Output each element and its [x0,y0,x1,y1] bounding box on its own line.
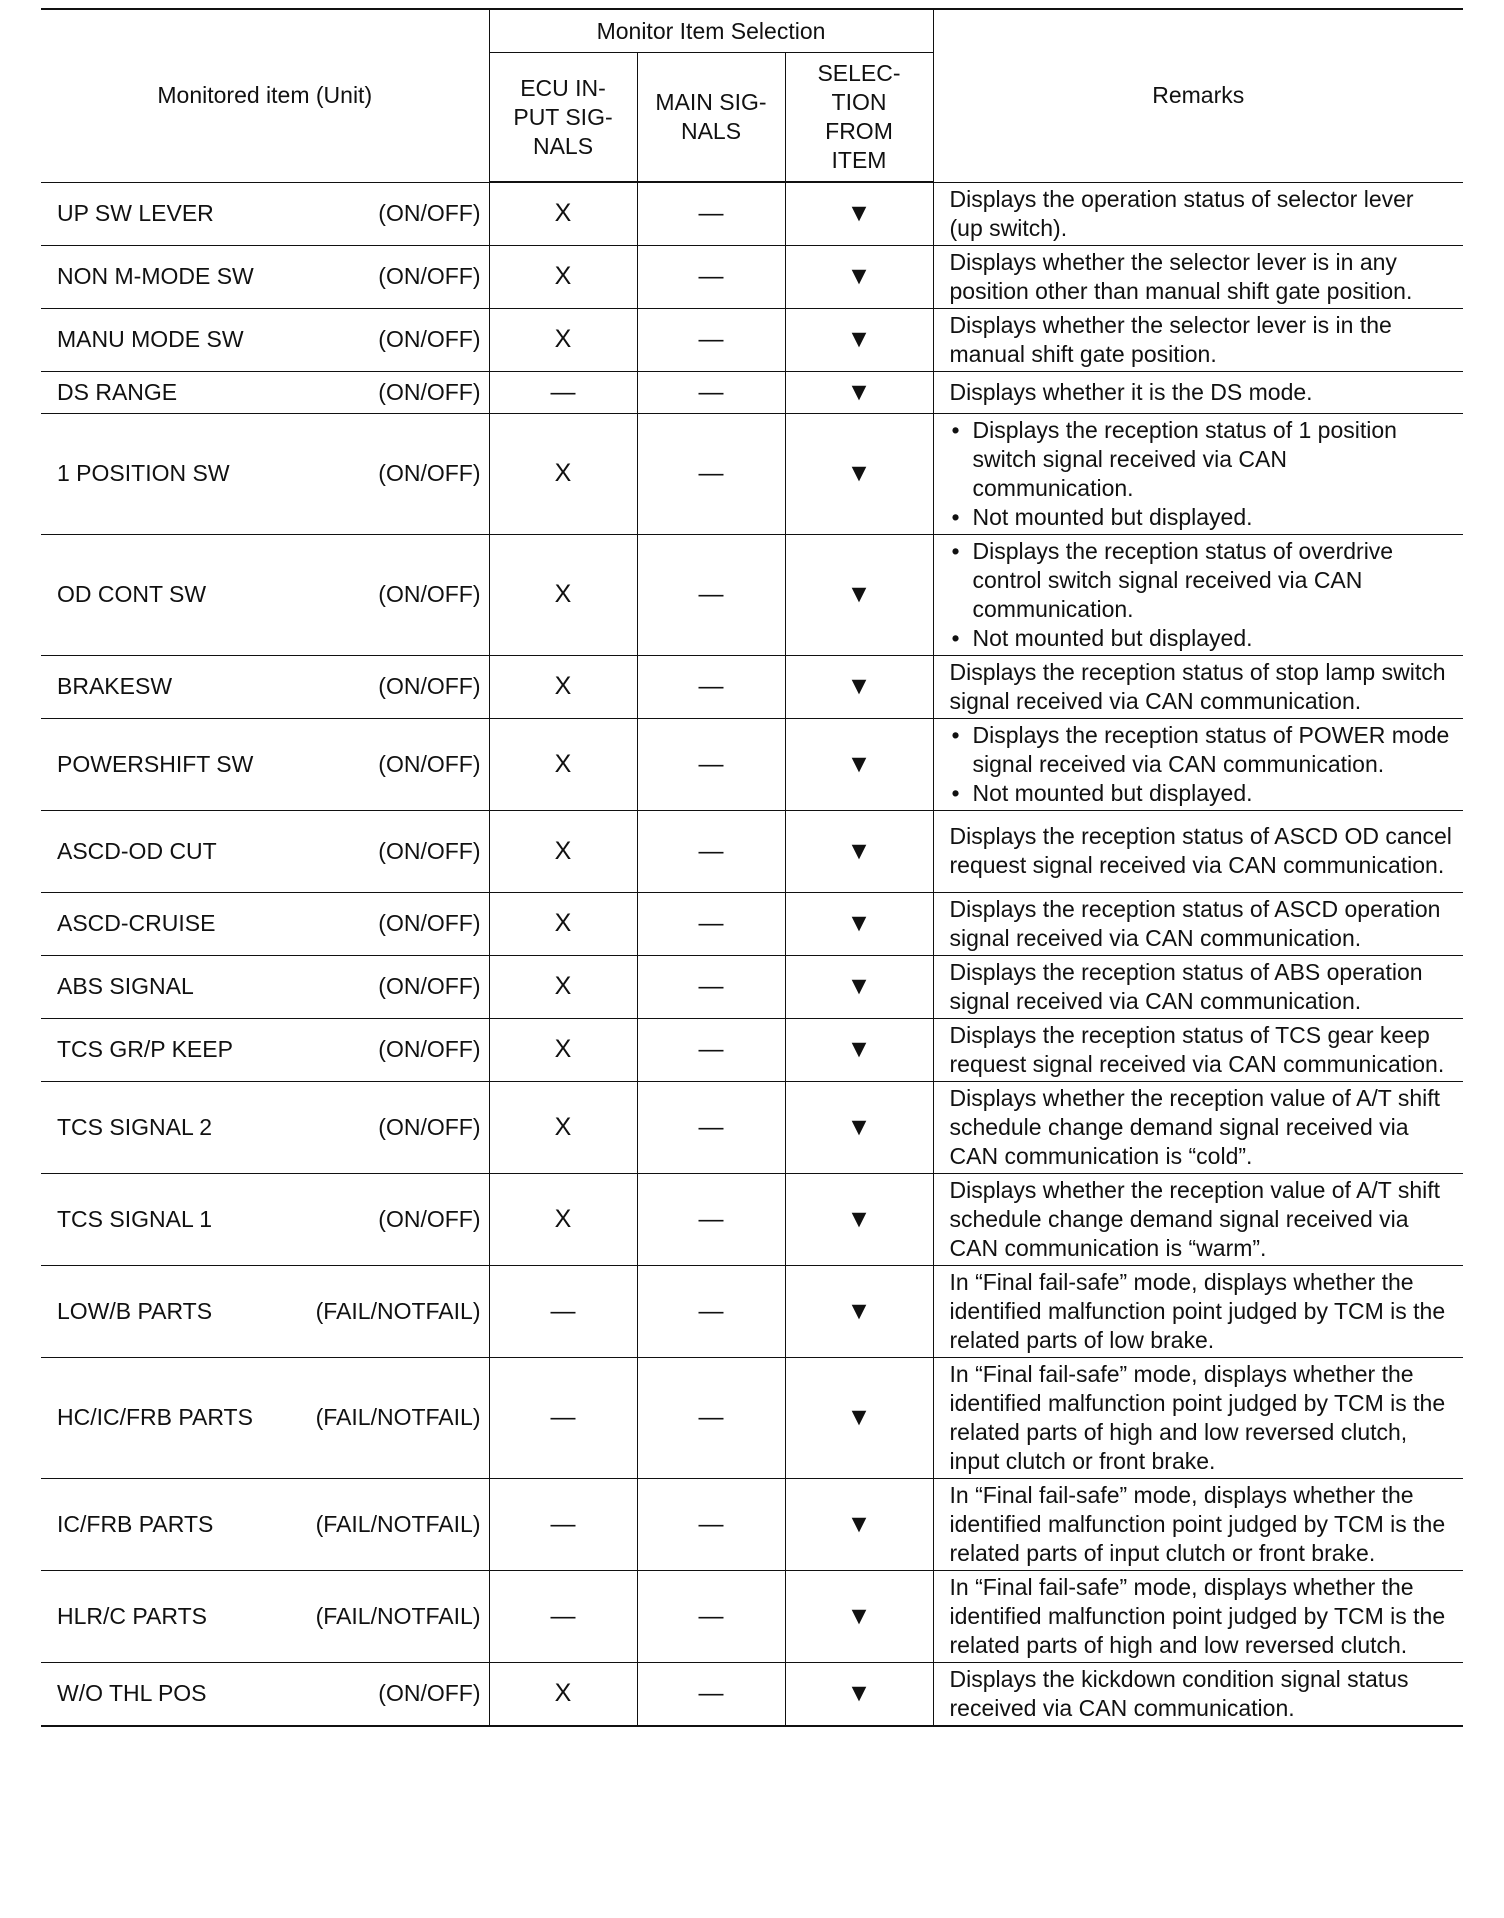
item-name: HLR/C PARTS [57,1602,207,1629]
selection-cell: ▼ [785,245,933,308]
remarks-text: Displays the reception status of ASCD operation signal received via CAN communication. [949,895,1441,951]
header-main-signals: MAIN SIG- NALS [637,53,785,183]
remarks-cell [933,718,1463,810]
monitored-item-cell [41,655,489,718]
item-unit: (ON/OFF) [378,326,481,352]
remarks-cell [933,1081,1463,1173]
remarks-text: Displays whether it is the DS mode. [949,378,1313,405]
monitored-item-cell [41,1018,489,1081]
monitored-item-cell [41,1570,489,1662]
ecu-input-cell: X [489,308,637,371]
item-unit: (ON/OFF) [378,200,481,226]
selection-cell: ▼ [785,1662,933,1726]
monitored-item-cell [41,1357,489,1478]
ecu-input-cell: — [489,1265,637,1357]
item-name: OD CONT SW [57,581,207,607]
monitored-item-cell [41,718,489,810]
remarks-cell [933,182,1463,245]
table-row [41,1478,1463,1570]
remarks-cell [933,413,1463,534]
remarks-bullet: • Displays the reception status of overdrive control switch signal received via CAN communication. [950,537,1454,624]
item-unit: (ON/OFF) [378,910,481,936]
item-unit: (ON/OFF) [378,581,481,607]
remarks-bullet: • Not mounted but displayed. [950,624,1454,653]
selection-cell: ▼ [785,1265,933,1357]
ecu-input-cell: X [489,245,637,308]
remarks-bullet-list [950,537,1454,653]
table-row [41,1018,1463,1081]
remarks-bullet: • Displays the reception status of 1 position switch signal received via CAN communication. [950,416,1454,503]
main-signals-cell: — [637,955,785,1018]
selection-cell: ▼ [785,371,933,413]
main-signals-cell: — [637,1357,785,1478]
item-name: MANU MODE SW [57,326,244,352]
remarks-cell [933,1478,1463,1570]
monitored-item-cell [41,1265,489,1357]
selection-cell: ▼ [785,534,933,655]
remarks-text: In “Final fail-safe” mode, displays whether the identified malfunction point judged by TCM is the related parts of high and low reversed clutch, input clutch or front brake. [949,1360,1446,1474]
ecu-input-cell: — [489,1478,637,1570]
table-row [41,718,1463,810]
main-signals-cell: — [637,308,785,371]
header-remarks: Remarks [933,9,1463,182]
table-row [41,1265,1463,1357]
ecu-input-cell: — [489,371,637,413]
item-unit: (ON/OFF) [378,1680,481,1706]
monitored-item-cell [41,245,489,308]
table-row [41,371,1463,413]
monitored-item-cell [41,534,489,655]
ecu-input-cell: — [489,1570,637,1662]
item-unit: (FAIL/NOTFAIL) [315,1510,481,1537]
item-name: NON M-MODE SW [57,263,254,289]
remarks-text: Displays whether the selector lever is in any position other than manual shift gate position. [949,248,1413,304]
remarks-text: Displays whether the reception value of A/T shift schedule change demand signal received via CAN communication is “cold”. [949,1084,1441,1169]
table-row [41,892,1463,955]
item-unit: (ON/OFF) [378,263,481,289]
main-signals-cell: — [637,892,785,955]
selection-cell: ▼ [785,182,933,245]
item-name: UP SW LEVER [57,200,214,226]
main-signals-cell: — [637,245,785,308]
selection-cell: ▼ [785,1357,933,1478]
remarks-text: Displays the reception status of ASCD OD cancel request signal received via CAN communication. [949,823,1452,878]
monitored-item-cell [41,1478,489,1570]
remarks-text: In “Final fail-safe” mode, displays whether the identified malfunction point judged by TCM is the related parts of high and low reversed clutch. [949,1573,1446,1658]
item-name: LOW/B PARTS [57,1297,213,1324]
item-name: ASCD-CRUISE [57,910,216,936]
ecu-input-cell: X [489,1081,637,1173]
remarks-bullet: • Not mounted but displayed. [950,503,1454,532]
table-row [41,1662,1463,1726]
main-signals-cell: — [637,1265,785,1357]
remarks-text: Displays the reception status of ABS operation signal received via CAN communication. [949,958,1423,1014]
remarks-cell [933,1357,1463,1478]
monitored-item-cell [41,1662,489,1726]
ecu-input-cell: X [489,1173,637,1265]
main-signals-cell: — [637,1662,785,1726]
table-row [41,1081,1463,1173]
remarks-bullet: • Displays the reception status of POWER mode signal received via CAN communication. [950,721,1454,779]
header-monitor-item-selection: Monitor Item Selection [489,9,933,53]
item-name: TCS GR/P KEEP [57,1036,233,1062]
table-row [41,413,1463,534]
remarks-cell [933,245,1463,308]
selection-cell: ▼ [785,655,933,718]
remarks-cell [933,892,1463,955]
item-name: POWERSHIFT SW [57,750,254,777]
remarks-text: Displays whether the reception value of A/T shift schedule change demand signal received via CAN communication is “warm”. [949,1176,1441,1261]
selection-cell: ▼ [785,810,933,892]
ecu-input-cell: X [489,955,637,1018]
item-unit: (ON/OFF) [378,1113,481,1140]
monitored-item-cell [41,955,489,1018]
table-row [41,1570,1463,1662]
item-unit: (ON/OFF) [378,973,481,999]
table-row [41,534,1463,655]
item-unit: (ON/OFF) [378,378,481,405]
table-row [41,245,1463,308]
ecu-input-cell: X [489,182,637,245]
remarks-cell [933,1173,1463,1265]
ecu-input-cell: X [489,534,637,655]
table-body [41,182,1463,1726]
selection-cell: ▼ [785,1570,933,1662]
item-unit: (ON/OFF) [378,750,481,777]
remarks-cell [933,955,1463,1018]
main-signals-cell: — [637,810,785,892]
item-name: 1 POSITION SW [57,460,230,486]
monitor-item-table [41,8,1463,1727]
item-unit: (FAIL/NOTFAIL) [315,1602,481,1629]
item-name: W/O THL POS [57,1680,207,1706]
item-name: DS RANGE [57,378,178,405]
main-signals-cell: — [637,718,785,810]
header-ecu-input-signals: ECU IN- PUT SIG- NALS [489,53,637,183]
monitored-item-cell [41,1081,489,1173]
table-row [41,955,1463,1018]
item-name: IC/FRB PARTS [57,1510,214,1537]
ecu-input-cell: X [489,1662,637,1726]
selection-cell: ▼ [785,1018,933,1081]
item-unit: (ON/OFF) [378,1036,481,1062]
remarks-cell [933,1018,1463,1081]
item-name: ABS SIGNAL [57,973,194,999]
ecu-input-cell: X [489,655,637,718]
remarks-cell [933,1570,1463,1662]
table-row [41,182,1463,245]
item-name: TCS SIGNAL 2 [57,1113,213,1140]
item-unit: (ON/OFF) [378,1205,481,1232]
remarks-bullet: • Not mounted but displayed. [950,779,1454,808]
monitored-item-cell [41,182,489,245]
table-row [41,1357,1463,1478]
header-monitored-item: Monitored item (Unit) [41,9,489,182]
ecu-input-cell: X [489,892,637,955]
remarks-text: Displays the kickdown condition signal status received via CAN communication. [949,1665,1409,1721]
ecu-input-cell: X [489,718,637,810]
remarks-cell [933,1265,1463,1357]
remarks-text: In “Final fail-safe” mode, displays whether the identified malfunction point judged by TCM is the related parts of input clutch or front brake. [949,1481,1446,1566]
main-signals-cell: — [637,1478,785,1570]
remarks-text: Displays whether the selector lever is in the manual shift gate position. [949,311,1392,367]
main-signals-cell: — [637,1081,785,1173]
remarks-text: Displays the operation status of selector lever (up switch). [949,185,1414,241]
selection-cell: ▼ [785,892,933,955]
item-unit: (FAIL/NOTFAIL) [315,1404,481,1430]
ecu-input-cell: X [489,810,637,892]
remarks-cell [933,1662,1463,1726]
monitored-item-cell [41,892,489,955]
table-row [41,655,1463,718]
selection-cell: ▼ [785,1081,933,1173]
table-row [41,810,1463,892]
main-signals-cell: — [637,182,785,245]
remarks-cell [933,308,1463,371]
selection-cell: ▼ [785,955,933,1018]
selection-cell: ▼ [785,413,933,534]
remarks-cell [933,534,1463,655]
main-signals-cell: — [637,413,785,534]
table-row [41,308,1463,371]
main-signals-cell: — [637,1570,785,1662]
monitored-item-cell [41,413,489,534]
remarks-cell [933,810,1463,892]
main-signals-cell: — [637,1173,785,1265]
main-signals-cell: — [637,534,785,655]
monitored-item-cell [41,308,489,371]
item-name: BRAKESW [57,673,173,699]
main-signals-cell: — [637,1018,785,1081]
monitored-item-cell [41,810,489,892]
remarks-bullet-list [950,721,1454,808]
table-header [41,9,1463,182]
monitored-item-cell [41,1173,489,1265]
item-unit: (ON/OFF) [378,837,481,864]
remarks-cell [933,371,1463,413]
remarks-text: In “Final fail-safe” mode, displays whether the identified malfunction point judged by TCM is the related parts of low brake. [949,1268,1446,1353]
main-signals-cell: — [637,655,785,718]
item-unit: (FAIL/NOTFAIL) [315,1297,481,1324]
ecu-input-cell: — [489,1357,637,1478]
ecu-input-cell: X [489,1018,637,1081]
item-name: HC/IC/FRB PARTS [57,1404,253,1430]
selection-cell: ▼ [785,718,933,810]
selection-cell: ▼ [785,1478,933,1570]
remarks-bullet-list [950,416,1454,532]
selection-cell: ▼ [785,308,933,371]
ecu-input-cell: X [489,413,637,534]
item-unit: (ON/OFF) [378,673,481,699]
header-selection-from-item: SELEC- TION FROM ITEM [785,53,933,183]
remarks-text: Displays the reception status of stop lamp switch signal received via CAN communication. [949,658,1446,714]
item-name: TCS SIGNAL 1 [57,1205,213,1232]
selection-cell: ▼ [785,1173,933,1265]
main-signals-cell: — [637,371,785,413]
remarks-text: Displays the reception status of TCS gear keep request signal received via CAN communication. [949,1021,1445,1077]
table-row [41,1173,1463,1265]
item-name: ASCD-OD CUT [57,837,217,864]
item-unit: (ON/OFF) [378,460,481,486]
monitored-item-cell [41,371,489,413]
remarks-cell [933,655,1463,718]
